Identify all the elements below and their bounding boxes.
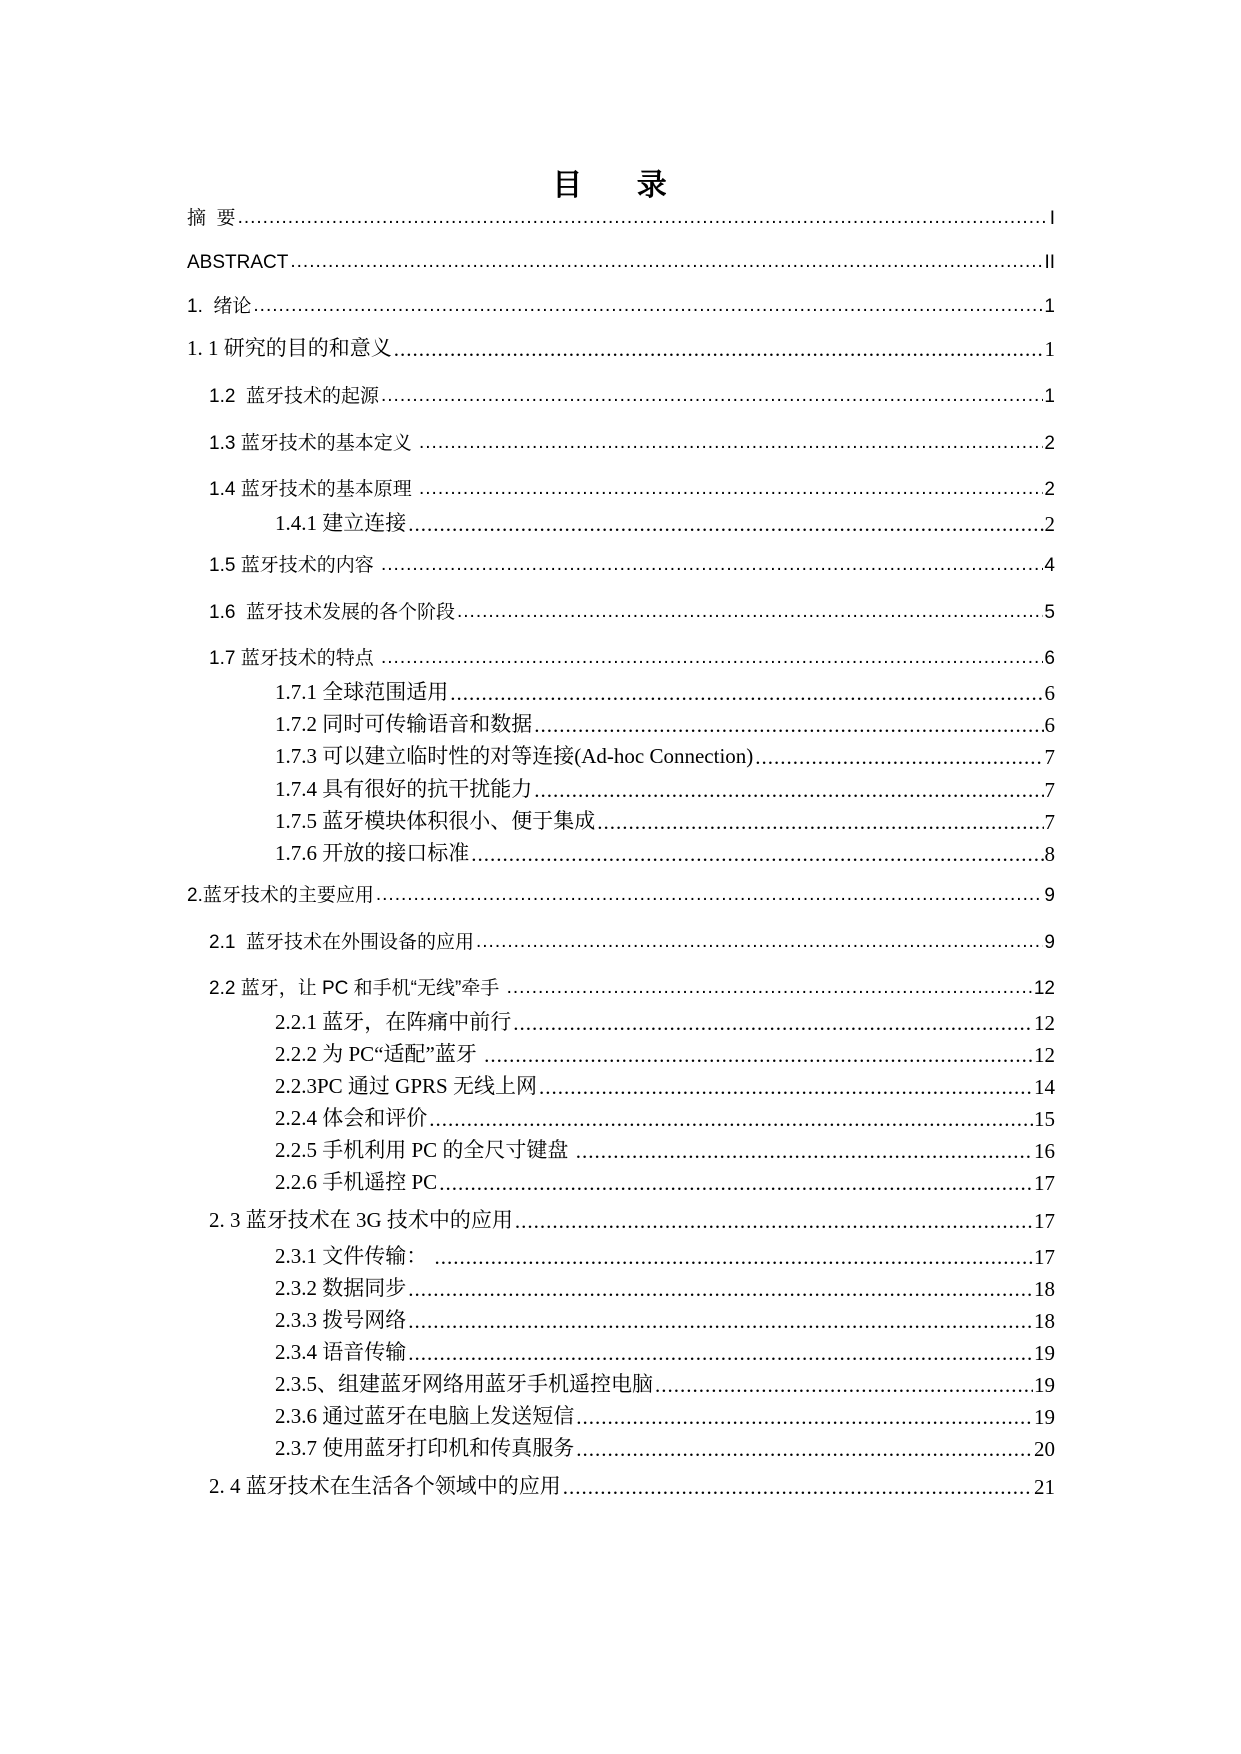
- dot-leader: [534, 713, 1043, 738]
- toc-entry-label: 2.3.4 语音传输: [275, 1340, 407, 1364]
- dot-leader: [576, 1139, 1033, 1164]
- dot-leader: [563, 1475, 1033, 1500]
- toc-entry-2-4[interactable]: [209, 1470, 1055, 1500]
- dot-leader: [534, 778, 1043, 803]
- toc-entry-page: 17: [1034, 1171, 1055, 1195]
- dot-leader: [394, 337, 1044, 362]
- toc-entry-label: 1.4.1 建立连接: [275, 511, 407, 535]
- toc-entry-abstract-en[interactable]: [187, 244, 1055, 274]
- dot-leader: [576, 1405, 1033, 1430]
- dot-leader: [290, 251, 1043, 274]
- toc-entry-1-7[interactable]: [209, 640, 1055, 670]
- toc-entry-page: 16: [1034, 1139, 1055, 1163]
- toc-entry-label: 1.5 蓝牙技术的内容: [209, 555, 379, 576]
- toc-entry-label: 2.蓝牙技术的主要应用: [187, 885, 374, 906]
- toc-entry-2-3-1[interactable]: [275, 1240, 1055, 1270]
- dot-leader: [439, 1171, 1033, 1196]
- dot-leader: [408, 1341, 1033, 1366]
- toc-entry-label: 2.1 蓝牙技术在外围设备的应用: [209, 932, 474, 953]
- toc-entry-label: 1.6 蓝牙技术发展的各个阶段: [209, 602, 455, 623]
- dot-leader: [576, 1437, 1033, 1462]
- toc-entry-page: 18: [1034, 1309, 1055, 1333]
- toc-entry-2-1[interactable]: [209, 924, 1055, 954]
- dot-leader: [376, 884, 1044, 907]
- toc-entry-label: 1. 绪论: [187, 296, 252, 317]
- toc-entry-label: 1.7.4 具有很好的抗干扰能力: [275, 777, 533, 801]
- dot-leader: [484, 1043, 1033, 1068]
- toc-entry-2-3-6[interactable]: [275, 1400, 1055, 1430]
- toc-entry-page: 4: [1044, 555, 1055, 576]
- dot-leader: [450, 681, 1043, 706]
- dot-leader: [476, 931, 1043, 954]
- dot-leader: [539, 1075, 1033, 1100]
- dot-leader: [253, 295, 1043, 318]
- dot-leader: [419, 478, 1043, 501]
- toc-entry-page: 1: [1044, 386, 1055, 407]
- toc-entry-label: 摘 要: [187, 208, 236, 229]
- toc-entry-page: 6: [1044, 713, 1055, 737]
- toc-entry-label: 1. 1 研究的目的和意义: [187, 336, 392, 360]
- table-of-contents: [187, 0, 1055, 1754]
- toc-entry-2-2-6[interactable]: [275, 1166, 1055, 1196]
- toc-entry-2-2-3[interactable]: [275, 1070, 1055, 1100]
- toc-entry-1-7-6[interactable]: [275, 837, 1055, 867]
- toc-entry-label: 2.2.4 体会和评价: [275, 1106, 428, 1130]
- toc-entry-1-2[interactable]: [209, 378, 1055, 408]
- dot-leader: [507, 977, 1033, 1000]
- toc-entry-label: 1.7.1 全球范围适用: [275, 680, 449, 704]
- dot-leader: [238, 207, 1049, 230]
- toc-entry-label: ABSTRACT: [187, 252, 289, 273]
- toc-title: 目 录: [552, 168, 689, 203]
- toc-entry-label: 1.3 蓝牙技术的基本定义: [209, 433, 417, 454]
- toc-entry-1-1[interactable]: [187, 332, 1055, 362]
- toc-entry-1-6[interactable]: [209, 594, 1055, 624]
- toc-entry-page: 14: [1034, 1075, 1055, 1099]
- toc-entry-1-5[interactable]: [209, 547, 1055, 577]
- toc-entry-page: 9: [1044, 932, 1055, 953]
- toc-entry-1-3[interactable]: [209, 425, 1055, 455]
- toc-entry-label: 2.2.2 为 PC“适配”蓝牙: [275, 1042, 483, 1066]
- toc-entry-2-2-2[interactable]: [275, 1038, 1055, 1068]
- dot-leader: [381, 554, 1043, 577]
- dot-leader: [408, 1309, 1033, 1334]
- toc-entry-label: 1.4 蓝牙技术的基本原理: [209, 479, 417, 500]
- dot-leader: [655, 1373, 1033, 1398]
- toc-entry-2-3[interactable]: [209, 1204, 1055, 1234]
- toc-entry-page: 12: [1033, 978, 1055, 999]
- toc-entry-1-7-1[interactable]: [275, 676, 1055, 706]
- toc-entry-page: 17: [1034, 1245, 1055, 1269]
- toc-entry-page: 1: [1044, 337, 1055, 361]
- toc-entry-1[interactable]: [187, 288, 1055, 318]
- toc-entry-2-2-5[interactable]: [275, 1134, 1055, 1164]
- toc-entry-2-3-3[interactable]: [275, 1304, 1055, 1334]
- dot-leader: [597, 810, 1043, 835]
- toc-entry-label: 2.2.6 手机遥控 PC: [275, 1170, 438, 1194]
- dot-leader: [408, 512, 1043, 537]
- toc-entry-page: 2: [1044, 512, 1055, 536]
- toc-entry-2-3-5[interactable]: [275, 1368, 1055, 1398]
- toc-entry-page: 6: [1044, 648, 1055, 669]
- dot-leader: [419, 432, 1043, 455]
- toc-entry-page: 17: [1034, 1209, 1055, 1233]
- toc-entry-2-2-1[interactable]: [275, 1006, 1055, 1036]
- toc-entry-2-2-4[interactable]: [275, 1102, 1055, 1132]
- toc-entry-page: I: [1049, 208, 1055, 229]
- toc-entry-page: 2: [1044, 433, 1055, 454]
- toc-entry-page: 7: [1044, 778, 1055, 802]
- toc-entry-label: 2.3.3 拨号网络: [275, 1308, 407, 1332]
- toc-entry-1-4[interactable]: [209, 471, 1055, 501]
- toc-entry-1-4-1[interactable]: [275, 507, 1055, 537]
- toc-entry-page: 19: [1034, 1405, 1055, 1429]
- toc-entry-page: 7: [1044, 810, 1055, 834]
- toc-entry-label: 2.3.2 数据同步: [275, 1276, 407, 1300]
- toc-entry-label: 2.2 蓝牙，让 PC 和手机“无线”牵手: [209, 978, 505, 999]
- dot-leader: [515, 1209, 1033, 1234]
- toc-entry-page: 5: [1044, 602, 1055, 623]
- toc-entry-page: II: [1044, 252, 1055, 273]
- dot-leader: [435, 1245, 1034, 1270]
- toc-entry-2-2[interactable]: [209, 970, 1055, 1000]
- dot-leader: [381, 647, 1043, 670]
- toc-entry-label: 2.2.3PC 通过 GPRS 无线上网: [275, 1074, 537, 1098]
- toc-entry-page: 12: [1034, 1011, 1055, 1035]
- toc-entry-1-7-5[interactable]: [275, 805, 1055, 835]
- toc-entry-abstract-cn[interactable]: [187, 200, 1055, 230]
- toc-entry-page: 12: [1034, 1043, 1055, 1067]
- toc-entry-2[interactable]: [187, 877, 1055, 907]
- dot-leader: [408, 1277, 1033, 1302]
- toc-entry-page: 8: [1044, 842, 1055, 866]
- toc-entry-2-3-7[interactable]: [275, 1432, 1055, 1462]
- toc-entry-label: 2.3.1 文件传输：: [275, 1244, 433, 1268]
- toc-entry-label: 2.2.5 手机利用 PC 的全尺寸键盘: [275, 1138, 574, 1162]
- toc-entry-label: 2.2.1 蓝牙，在阵痛中前行: [275, 1010, 512, 1034]
- toc-entry-page: 21: [1034, 1475, 1055, 1499]
- dot-leader: [429, 1107, 1033, 1132]
- dot-leader: [513, 1011, 1033, 1036]
- toc-entry-2-3-4[interactable]: [275, 1336, 1055, 1366]
- toc-entry-label: 1.7 蓝牙技术的特点: [209, 648, 379, 669]
- toc-entry-page: 9: [1044, 885, 1055, 906]
- toc-entry-1-7-2[interactable]: [275, 708, 1055, 738]
- toc-entry-page: 15: [1034, 1107, 1055, 1131]
- toc-entry-label: 1.7.6 开放的接口标准: [275, 841, 470, 865]
- toc-entry-1-7-3[interactable]: [275, 740, 1055, 770]
- dot-leader: [755, 745, 1043, 770]
- toc-entry-label: 2. 3 蓝牙技术在 3G 技术中的应用: [209, 1208, 513, 1232]
- dot-leader: [457, 601, 1043, 624]
- toc-entry-page: 2: [1044, 479, 1055, 500]
- toc-entry-page: 18: [1034, 1277, 1055, 1301]
- toc-entry-label: 1.2 蓝牙技术的起源: [209, 386, 379, 407]
- toc-entry-label: 2.3.5、组建蓝牙网络用蓝牙手机遥控电脑: [275, 1372, 653, 1396]
- toc-entry-label: 1.7.2 同时可传输语音和数据: [275, 712, 533, 736]
- toc-entry-label: 2.3.7 使用蓝牙打印机和传真服务: [275, 1436, 575, 1460]
- toc-entry-1-7-4[interactable]: [275, 773, 1055, 803]
- toc-entry-label: 1.7.3 可以建立临时性的对等连接(Ad-hoc Connection): [275, 744, 754, 768]
- toc-entry-page: 1: [1044, 296, 1055, 317]
- dot-leader: [381, 385, 1043, 408]
- toc-entry-label: 1.7.5 蓝牙模块体积很小、便于集成: [275, 809, 596, 833]
- toc-entry-page: 7: [1044, 745, 1055, 769]
- toc-entry-page: 19: [1034, 1373, 1055, 1397]
- toc-entry-page: 20: [1034, 1437, 1055, 1461]
- toc-entry-label: 2.3.6 通过蓝牙在电脑上发送短信: [275, 1404, 575, 1428]
- dot-leader: [471, 842, 1043, 867]
- toc-entry-2-3-2[interactable]: [275, 1272, 1055, 1302]
- toc-entry-page: 19: [1034, 1341, 1055, 1365]
- toc-entry-label: 2. 4 蓝牙技术在生活各个领域中的应用: [209, 1474, 561, 1498]
- toc-entry-page: 6: [1044, 681, 1055, 705]
